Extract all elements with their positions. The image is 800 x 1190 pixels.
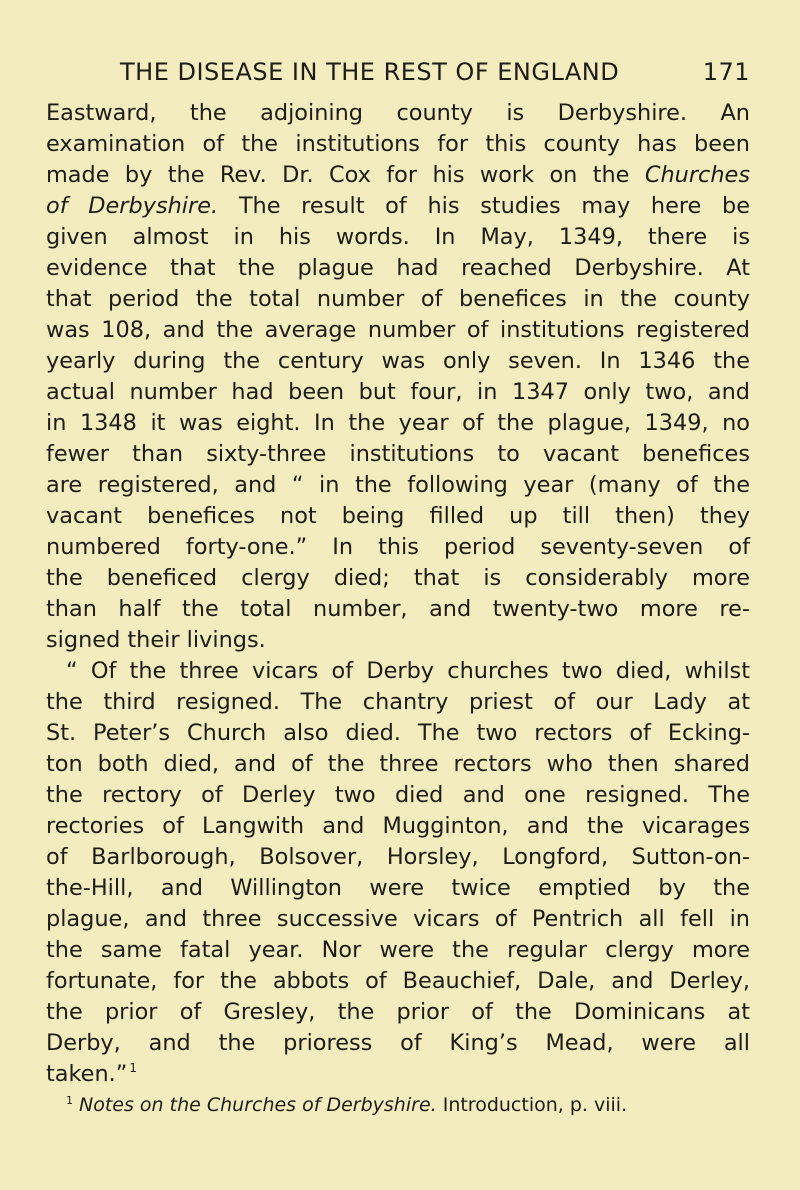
text-segment: rectories of Langwith and Mugginton, and the vicarages xyxy=(46,813,750,839)
footnote-citation-detail: Introduction, p. viii. xyxy=(436,1094,628,1116)
text-line xyxy=(46,687,750,718)
text-line xyxy=(46,718,750,749)
text-line xyxy=(46,966,750,997)
text-segment: the third resigned. The chantry priest of our Lady at xyxy=(46,689,750,715)
text-segment: “ Of the three vicars of Derby churches two died, whilst xyxy=(66,658,750,684)
text-line xyxy=(46,842,750,873)
text-segment: in 1348 it was eight. In the year of the plague, 1349, no xyxy=(46,410,750,436)
text-segment: than half the total number, and twenty-two more re- xyxy=(46,596,750,622)
text-line xyxy=(46,780,750,811)
text-segment: given almost in his words. In May, 1349, there is xyxy=(46,224,750,250)
text-line xyxy=(46,1059,750,1090)
text-segment: the rectory of Derley two died and one resigned. The xyxy=(46,782,750,808)
text-segment: ton both died, and of the three rectors who then shared xyxy=(46,751,750,777)
text-line xyxy=(46,749,750,780)
text-line xyxy=(46,997,750,1028)
text-line xyxy=(46,811,750,842)
text-line xyxy=(46,594,750,625)
body-text xyxy=(46,98,750,1090)
text-segment: taken.” xyxy=(46,1061,128,1087)
text-line xyxy=(46,253,750,284)
text-segment: signed their livings. xyxy=(46,627,266,653)
text-line xyxy=(46,563,750,594)
text-line xyxy=(46,904,750,935)
text-line xyxy=(46,408,750,439)
page-number: 171 xyxy=(702,58,750,86)
text-segment: fortunate, for the abbots of Beauchief, Dale, and Derley, xyxy=(46,968,750,994)
text-line xyxy=(46,935,750,966)
text-segment: was 108, and the average number of institutions registered xyxy=(46,317,750,343)
text-segment: numbered forty-one.” In this period seventy-seven of xyxy=(46,534,750,560)
text-line xyxy=(46,377,750,408)
text-line xyxy=(46,160,750,191)
text-segment: Eastward, the adjoining county is Derbyshire. An xyxy=(46,100,750,126)
text-segment: examination of the institutions for this county has been xyxy=(46,131,750,157)
text-segment: vacant benefices not being filled up till then) they xyxy=(46,503,750,529)
running-head-title: THE DISEASE IN THE REST OF ENGLAND xyxy=(120,58,620,86)
text-line xyxy=(46,873,750,904)
italic-text-segment: Churches xyxy=(644,162,750,188)
text-segment: evidence that the plague had reached Derbyshire. At xyxy=(46,255,750,281)
text-line xyxy=(46,470,750,501)
running-head xyxy=(46,58,750,98)
text-segment: the-Hill, and Willington were twice emptied by the xyxy=(46,875,750,901)
book-page xyxy=(46,58,750,1118)
text-line xyxy=(46,98,750,129)
text-segment: the prior of Gresley, the prior of the Dominicans at xyxy=(46,999,750,1025)
text-line xyxy=(46,439,750,470)
text-line xyxy=(46,315,750,346)
footnote-marker: 1 xyxy=(66,1094,73,1107)
text-line xyxy=(46,656,750,687)
italic-text-segment: of Derbyshire. xyxy=(46,193,219,219)
text-line xyxy=(46,222,750,253)
footnote xyxy=(46,1092,750,1118)
text-segment: St. Peter’s Church also died. The two rectors of Ecking- xyxy=(46,720,750,746)
text-segment: of Barlborough, Bolsover, Horsley, Longford, Sutton-on- xyxy=(46,844,750,870)
text-segment: the beneficed clergy died; that is considerably more xyxy=(46,565,750,591)
text-line xyxy=(46,346,750,377)
text-segment: The result of his studies may here be xyxy=(218,193,751,219)
text-line xyxy=(46,191,750,222)
text-segment: yearly during the century was only seven. In 1346 the xyxy=(46,348,750,374)
text-line xyxy=(46,501,750,532)
text-segment: fewer than sixty-three institutions to vacant benefices xyxy=(46,441,750,467)
text-line xyxy=(46,625,750,656)
text-segment: the same fatal year. Nor were the regular clergy more xyxy=(46,937,750,963)
text-segment: made by the Rev. Dr. Cox for his work on the xyxy=(46,162,645,188)
text-segment: are registered, and “ in the following year (many of the xyxy=(46,472,750,498)
text-segment: plague, and three successive vicars of Pentrich all fell in xyxy=(46,906,750,932)
text-line xyxy=(46,532,750,563)
text-line xyxy=(46,129,750,160)
text-segment: Derby, and the prioress of King’s Mead, were all xyxy=(46,1030,750,1056)
footnote-reference: 1 xyxy=(129,1061,137,1075)
text-line xyxy=(46,284,750,315)
text-segment: that period the total number of benefices in the county xyxy=(46,286,750,312)
footnote-citation-title: Notes on the Churches of Derbyshire. xyxy=(79,1094,437,1116)
text-segment: actual number had been but four, in 1347 only two, and xyxy=(46,379,750,405)
text-line xyxy=(46,1028,750,1059)
